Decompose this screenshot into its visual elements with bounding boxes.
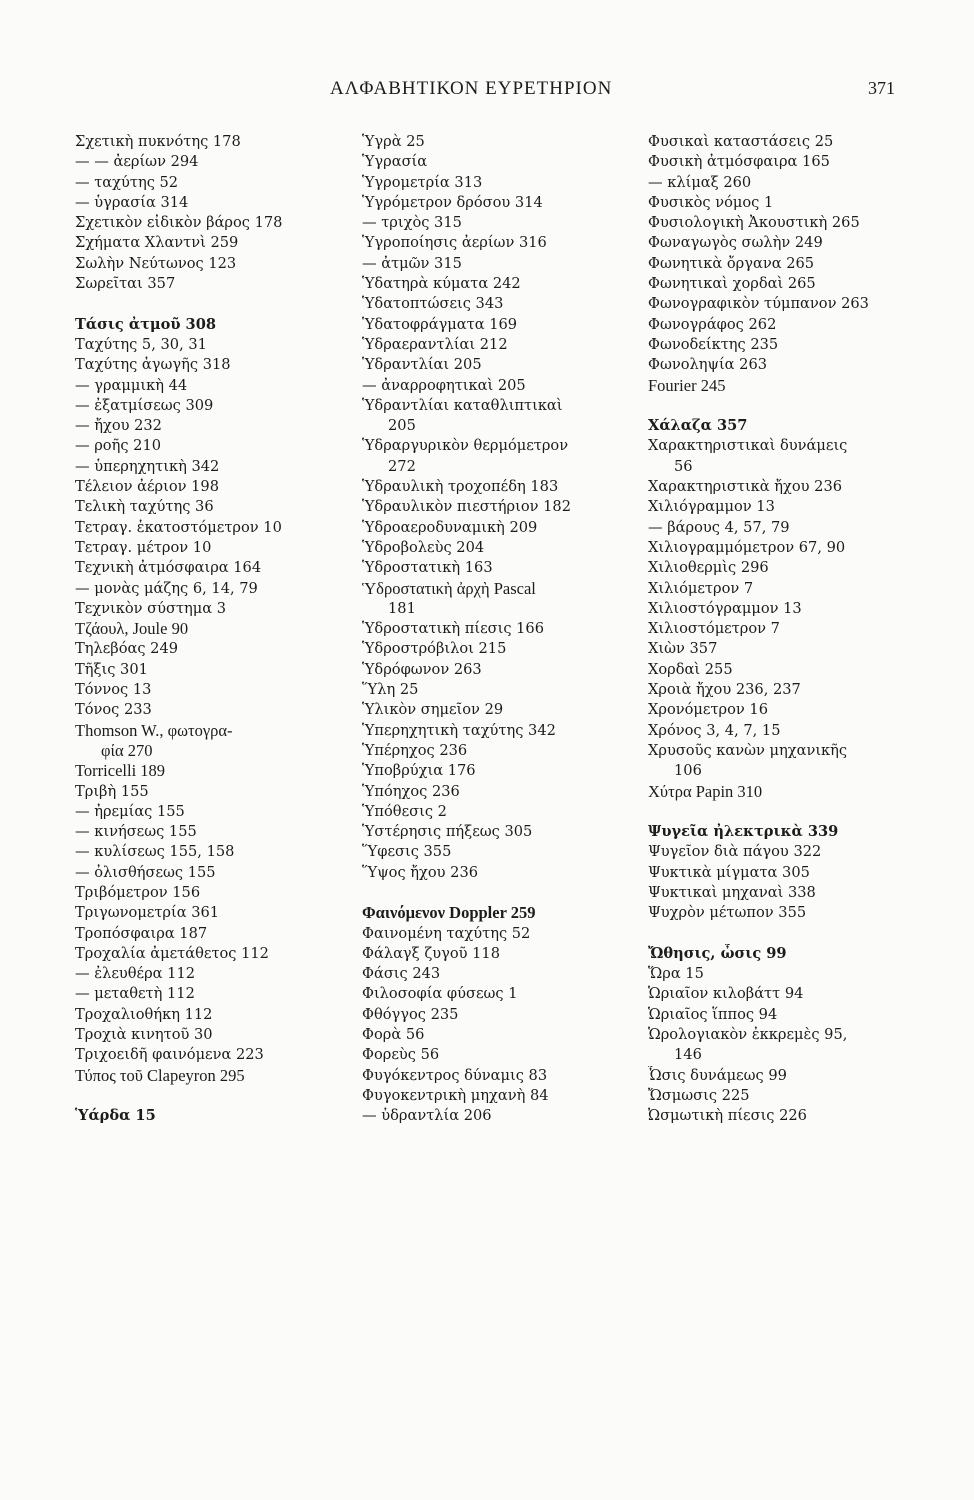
index-column-1 (75, 132, 330, 1127)
index-entry: Φαινομένη ταχύτης 52 (362, 924, 531, 942)
index-entry: — ἀτμῶν 315 (362, 254, 462, 272)
index-entry: Σχήματα Χλαντνὶ 259 (75, 234, 239, 252)
index-entry: Ταχύτης 5, 30, 31 (75, 335, 207, 353)
index-entry: Ὠσμωτικὴ πίεσις 226 (648, 1107, 807, 1125)
index-entry: — κινήσεως 155 (75, 823, 197, 841)
index-entry: Τροχιὰ κινητοῦ 30 (75, 1026, 213, 1044)
index-entry: — ἐξατμίσεως 309 (75, 396, 214, 414)
index-entry: — κλίμαξ 260 (648, 173, 752, 191)
index-entry: Χρονόμετρον 16 (648, 701, 768, 719)
index-entry: Ὑλικὸν σημεῖον 29 (362, 701, 504, 719)
index-entry: Ὑδροαεροδυναμικὴ 209 (362, 518, 538, 536)
section-gap (75, 1086, 330, 1106)
index-entry: Ὑπερηχητικὴ ταχύτης 342 (362, 721, 556, 739)
section-gap (648, 802, 910, 822)
index-entry: Τύπος τοῦ Clapeyron 295 (75, 1065, 245, 1085)
index-entry: Φάσις 243 (362, 965, 441, 983)
index-entry: Ὑδραργυρικὸν θερμόμετρον (362, 437, 569, 455)
index-entry: Ὥρα 15 (648, 965, 704, 983)
index-entry: Ὑδραυλικὸν πιεστήριον 182 (362, 498, 572, 516)
index-entry: — ἠρεμίας 155 (75, 802, 185, 820)
index-entry: Τεχνικὸν σύστημα 3 (75, 599, 227, 617)
index-entry: — κυλίσεως 155, 158 (75, 843, 235, 861)
index-entry: Ὑδρόφωνον 263 (362, 660, 482, 678)
index-title: ΑΛΦΑΒΗΤΙΚΟΝ ΕΥΡΕΤΗΡΙΟΝ (330, 78, 613, 99)
index-entry: — γραμμικὴ 44 (75, 376, 188, 394)
index-entry: Φορὰ 56 (362, 1026, 425, 1044)
index-entry: — ὑγρασία 314 (75, 193, 189, 211)
index-entry: Ὑάρδα 15 (75, 1107, 156, 1125)
index-entry: Τῆξις 301 (75, 660, 148, 678)
index-entry: Ὤσμωσις 225 (648, 1086, 750, 1104)
index-entry: — ἐλευθέρα 112 (75, 965, 196, 983)
index-entry: Ψυγεῖα ἠλεκτρικὰ 339 (648, 823, 839, 841)
index-entry: — ὑδραντλία 206 (362, 1107, 492, 1125)
index-entry: — ροῆς 210 (75, 437, 162, 455)
index-entry: — — ἀερίων 294 (75, 153, 199, 171)
index-entry: Τριγωνομετρία 361 (75, 904, 220, 922)
index-entry: Σωλὴν Νεύτωνος 123 (75, 254, 237, 272)
index-entry: — ὑπερηχητικὴ 342 (75, 457, 220, 475)
index-column-3 (648, 132, 910, 1127)
index-entry: Ὕφεσις 355 (362, 843, 452, 861)
index-entry: Χιλιοστόγραμμον 13 (648, 599, 802, 617)
index-entry: Τριβὴ 155 (75, 782, 149, 800)
index-entry: Ὑγρὰ 25 (362, 133, 425, 150)
index-entry: 272 (388, 457, 416, 475)
index-entry: Ὑπόθεσις 2 (362, 802, 447, 820)
section-gap (648, 924, 910, 944)
index-entry: Φυσικὸς νόμος 1 (648, 193, 774, 211)
index-entry: Σωρεῖται 357 (75, 275, 176, 293)
index-entry: Φυσικαὶ καταστάσεις 25 (648, 133, 834, 150)
index-entry: Τροπόσφαιρα 187 (75, 924, 208, 942)
index-entry: Ψυκτικαὶ μηχαναὶ 338 (648, 883, 816, 901)
index-entry: Φωνογραφικὸν τύμπανον 263 (648, 295, 869, 313)
index-entry: Φυσιολογικὴ Ἀκουστικὴ 265 (648, 214, 860, 232)
index-entry: Χαρακτηριστικὰ ἤχου 236 (648, 478, 843, 496)
index-entry: Τζάουλ, Joule 90 (75, 619, 189, 639)
index-entry: Ὑδροστατικὴ πίεσις 166 (362, 620, 544, 638)
index-entry: Τέλειον ἀέριον 198 (75, 478, 219, 496)
index-entry: — μεταθετὴ 112 (75, 985, 195, 1003)
index-entry: — ἀναρροφητικαὶ 205 (362, 376, 526, 394)
index-entry: Ὑπόηχος 236 (362, 782, 460, 800)
index-entry: Ὑγροποίησις ἀερίων 316 (362, 234, 547, 252)
index-entry: Φωνοληψία 263 (648, 356, 768, 374)
index-entry: Ὑποβρύχια 176 (362, 762, 476, 780)
index-entry: — βάρους 4, 57, 79 (648, 518, 790, 536)
index-entry: Ὑδραυλικὴ τροχοπέδη 183 (362, 478, 559, 496)
index-entry: Ὕψος ἤχου 236 (362, 863, 479, 881)
index-entry: Φωνογράφος 262 (648, 315, 777, 333)
index-entry: Ὡριαῖον κιλοβάττ 94 (648, 985, 804, 1003)
index-entry: Ὑδραεραντλίαι 212 (362, 335, 508, 353)
index-entry: 205 (388, 417, 416, 435)
index-entry: Ὡριαῖος ἵππος 94 (648, 1005, 778, 1023)
index-entry: Ταχύτης ἀγωγῆς 318 (75, 356, 231, 374)
index-entry: Φθόγγος 235 (362, 1005, 459, 1023)
index-entry: — ἤχου 232 (75, 417, 162, 435)
index-entry: Ὑδατηρὰ κύματα 242 (362, 275, 521, 293)
index-entry: Τετραγ. μέτρον 10 (75, 538, 212, 556)
index-entry: Φορεὺς 56 (362, 1046, 440, 1064)
section-gap (75, 294, 330, 314)
index-entry: Χύτρα Papin 310 (648, 781, 763, 801)
index-entry: Φωναγωγὸς σωλὴν 249 (648, 234, 823, 252)
index-entry: Ψυχρὸν μέτωπον 355 (648, 904, 807, 922)
index-entry: Φάλαγξ ζυγοῦ 118 (362, 944, 500, 962)
index-column-2 (362, 132, 624, 1127)
index-entry: Χιλιόγραμμον 13 (648, 498, 775, 516)
index-entry: Τηλεβόας 249 (75, 640, 179, 658)
index-entry: Ὑδραντλίαι καταθλιπτικαὶ (362, 396, 563, 414)
index-entry: Ὕλη 25 (362, 681, 419, 699)
index-entry: Χιὼν 357 (648, 640, 718, 658)
index-entry: Σχετικὸν εἰδικὸν βάρος 178 (75, 214, 283, 232)
index-entry: Ψυκτικὰ μίγματα 305 (648, 863, 810, 881)
index-entry: Ὡρολογιακὸν ἐκκρεμὲς 95, (648, 1026, 848, 1044)
index-entry: 56 (674, 457, 693, 475)
index-entry: Τεχνικὴ ἀτμόσφαιρα 164 (75, 559, 262, 577)
section-gap (362, 883, 624, 903)
index-entry: — τριχὸς 315 (362, 214, 462, 232)
index-entry: Ὤθησις, ὦσις 99 (648, 944, 787, 962)
index-entry: Φωνοδείκτης 235 (648, 335, 779, 353)
index-entry: φία 270 (101, 740, 153, 760)
index-entry: Χιλιοθερμὶς 296 (648, 559, 769, 577)
index-entry: Φωνητικαὶ χορδαὶ 265 (648, 275, 816, 293)
index-entry: Χιλιογραμμόμετρον 67, 90 (648, 538, 846, 556)
index-entry: Φυσικὴ ἀτμόσφαιρα 165 (648, 153, 830, 171)
index-entry: 106 (674, 762, 702, 780)
index-entry: Ὑδροστατικὴ 163 (362, 559, 493, 577)
index-entry: Ψυγεῖον διὰ πάγου 322 (648, 843, 822, 861)
index-entry: Τόνος 233 (75, 701, 152, 719)
index-entry: Χάλαζα 357 (648, 417, 748, 435)
running-header (0, 78, 974, 104)
index-entry: Χρυσοῦς κανὼν μηχανικῆς (648, 741, 848, 759)
index-entry: Χροιὰ ἤχου 236, 237 (648, 681, 801, 699)
index-entry: Ὑδροστρόβιλοι 215 (362, 640, 507, 658)
index-entry: Χρόνος 3, 4, 7, 15 (648, 721, 781, 739)
index-entry: — μονὰς μάζης 6, 14, 79 (75, 579, 258, 597)
index-entry: Ὑδατοφράγματα 169 (362, 315, 518, 333)
index-entry: Τριχοειδῆ φαινόμενα 223 (75, 1046, 264, 1064)
index-entry: Φυγόκεντρος δύναμις 83 (362, 1066, 548, 1084)
index-entry: Ὑδραντλίαι 205 (362, 356, 482, 374)
index-entry: 146 (674, 1046, 702, 1064)
index-entry: Φιλοσοφία φύσεως 1 (362, 985, 518, 1003)
section-gap (648, 396, 910, 416)
index-entry: Ὦσις δυνάμεως 99 (648, 1066, 787, 1084)
index-entry: Φωνητικὰ ὄργανα 265 (648, 254, 815, 272)
index-entry: Ὑγρομετρία 313 (362, 173, 483, 191)
index-entry: — ὀλισθήσεως 155 (75, 863, 216, 881)
index-entry: Torricelli 189 (75, 761, 166, 781)
index-entry: Ὑγρόμετρον δρόσου 314 (362, 193, 543, 211)
index-entry: Fourier 245 (648, 375, 726, 395)
index-entry: Ὑστέρησις πήξεως 305 (362, 823, 533, 841)
index-entry: Τριβόμετρον 156 (75, 883, 201, 901)
index-entry: Σχετικὴ πυκνότης 178 (75, 133, 241, 150)
index-entry: Thomson W., φωτογρα- (75, 720, 233, 740)
index-entry: — ταχύτης 52 (75, 173, 179, 191)
index-entry: Ὑπέρηχος 236 (362, 741, 468, 759)
index-entry: Φαινόμενον Doppler 259 (362, 903, 536, 923)
index-entry: Χιλιοστόμετρον 7 (648, 620, 780, 638)
index-entry: Τόννος 13 (75, 681, 152, 699)
index-entry: Χιλιόμετρον 7 (648, 579, 754, 597)
index-entry: Ὑδροβολεὺς 204 (362, 538, 485, 556)
index-entry: Τροχαλία ἀμετάθετος 112 (75, 944, 269, 962)
index-entry: Ὑδατοπτώσεις 343 (362, 295, 504, 313)
index-entry: Τελικὴ ταχύτης 36 (75, 498, 214, 516)
index-entry: Ὑγρασία (362, 153, 428, 171)
index-entry: Χορδαὶ 255 (648, 660, 733, 678)
index-entry: Τετραγ. ἑκατοστόμετρον 10 (75, 518, 282, 536)
index-entry: Τροχαλιοθήκη 112 (75, 1005, 213, 1023)
index-entry: 181 (388, 599, 416, 617)
page-number: 371 (868, 78, 895, 98)
index-entry: Ὑδροστατικὴ ἀρχὴ Pascal (362, 578, 536, 598)
index-entry: Φυγοκεντρικὴ μηχανὴ 84 (362, 1086, 549, 1104)
index-entry: Τάσις ἀτμοῦ 308 (75, 315, 217, 333)
index-entry: Χαρακτηριστικαὶ δυνάμεις (648, 437, 848, 455)
